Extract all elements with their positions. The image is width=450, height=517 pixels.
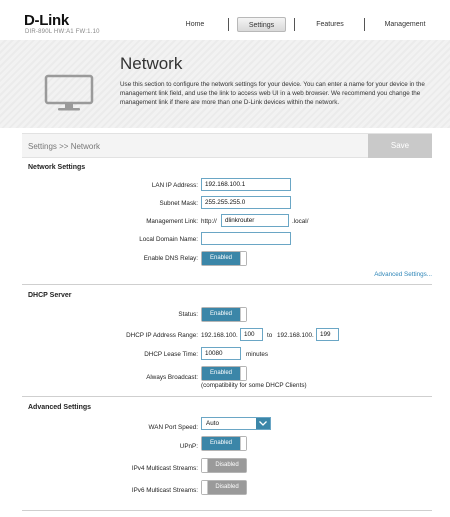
nav-separator [228, 18, 229, 31]
nav-separator [364, 18, 365, 31]
wan-port-speed-value: Auto [206, 420, 219, 427]
ipv4-multicast-label: IPv4 Multicast Streams: [131, 465, 198, 472]
subnet-mask-input[interactable]: 255.255.255.0 [201, 196, 291, 209]
section-divider [22, 510, 432, 511]
section-divider [22, 284, 432, 285]
dhcp-range-to: to [267, 332, 273, 339]
dhcp-lease-label: DHCP Lease Time: [144, 351, 198, 358]
local-domain-input[interactable] [201, 232, 291, 245]
ipv4-multicast-toggle[interactable] [201, 458, 247, 473]
lan-ip-input[interactable]: 192.168.100.1 [201, 178, 291, 191]
breadcrumb-bar [22, 133, 432, 158]
ipv6-multicast-state: Disabled [208, 481, 246, 494]
ipv4-multicast-state: Disabled [208, 459, 246, 472]
toggle-grip [240, 308, 246, 321]
model-info: DIR-890L HW:A1 FW:1.10 [25, 29, 100, 35]
dns-relay-state: Enabled [202, 252, 240, 265]
lan-ip-label: LAN IP Address: [151, 182, 198, 189]
ipv6-multicast-toggle[interactable] [201, 480, 247, 495]
subnet-mask-label: Subnet Mask: [159, 200, 198, 207]
dns-relay-toggle[interactable] [201, 251, 247, 266]
breadcrumb: Settings >> Network [28, 142, 101, 151]
dhcp-lease-input[interactable]: 10080 [201, 347, 241, 360]
save-button[interactable]: Save [368, 134, 432, 158]
section-title-advanced-settings: Advanced Settings [28, 404, 92, 411]
toggle-grip [240, 252, 246, 265]
advanced-settings-link[interactable]: Advanced Settings... [374, 271, 432, 278]
toggle-grip [240, 367, 246, 380]
nav-tab-management[interactable]: Management [384, 21, 426, 28]
top-header [0, 0, 450, 40]
always-broadcast-note: (compatibility for some DHCP Clients) [201, 382, 307, 389]
dhcp-lease-unit: minutes [246, 351, 269, 358]
nav-tab-home[interactable]: Home [185, 21, 205, 28]
wan-port-speed-label: WAN Port Speed: [148, 424, 198, 431]
always-broadcast-label: Always Broadcast: [146, 374, 198, 381]
dhcp-status-toggle[interactable] [201, 307, 247, 322]
dhcp-range-start-input[interactable]: 100 [240, 328, 263, 341]
nav-separator [294, 18, 295, 31]
chevron-down-icon [256, 418, 270, 429]
computer-monitor-icon [44, 74, 94, 112]
management-link-label: Management Link: [146, 218, 198, 225]
section-title-dhcp-server: DHCP Server [28, 292, 72, 299]
wan-port-speed-select[interactable] [201, 417, 271, 430]
page-description: Use this section to configure the network settings for your device. You can enter a name for your device in the management link field, and use the link to access web UI in a web browser. We recommend you change the management link if there are more than one D-Link devices within the network. [120, 81, 425, 106]
management-link-suffix: .local/ [292, 218, 309, 225]
upnp-state: Enabled [202, 437, 240, 450]
local-domain-label: Local Domain Name: [139, 236, 198, 243]
page-title: Network [120, 54, 183, 73]
nav-tab-settings[interactable]: Settings [237, 17, 286, 32]
always-broadcast-toggle[interactable] [201, 366, 247, 381]
upnp-label: UPnP: [179, 443, 198, 450]
upnp-toggle[interactable] [201, 436, 247, 451]
dns-relay-label: Enable DNS Relay: [143, 255, 198, 262]
section-title-network-settings: Network Settings [28, 164, 86, 171]
dlink-logo: D-Link [24, 12, 69, 29]
management-link-prefix: http:// [201, 218, 217, 225]
nav-tab-features[interactable]: Features [316, 21, 344, 28]
dhcp-range-end-prefix: 192.168.100. [277, 332, 314, 339]
dhcp-range-start-prefix: 192.168.100. [201, 332, 238, 339]
section-divider [22, 396, 432, 397]
management-link-input[interactable]: dlinkrouter [221, 214, 289, 227]
ipv6-multicast-label: IPv6 Multicast Streams: [131, 487, 198, 494]
dhcp-range-end-input[interactable]: 199 [316, 328, 339, 341]
dhcp-status-state: Enabled [202, 308, 240, 321]
toggle-grip [240, 437, 246, 450]
always-broadcast-state: Enabled [202, 367, 240, 380]
dhcp-range-label: DHCP IP Address Range: [126, 332, 198, 339]
dhcp-status-label: Status: [178, 311, 198, 318]
